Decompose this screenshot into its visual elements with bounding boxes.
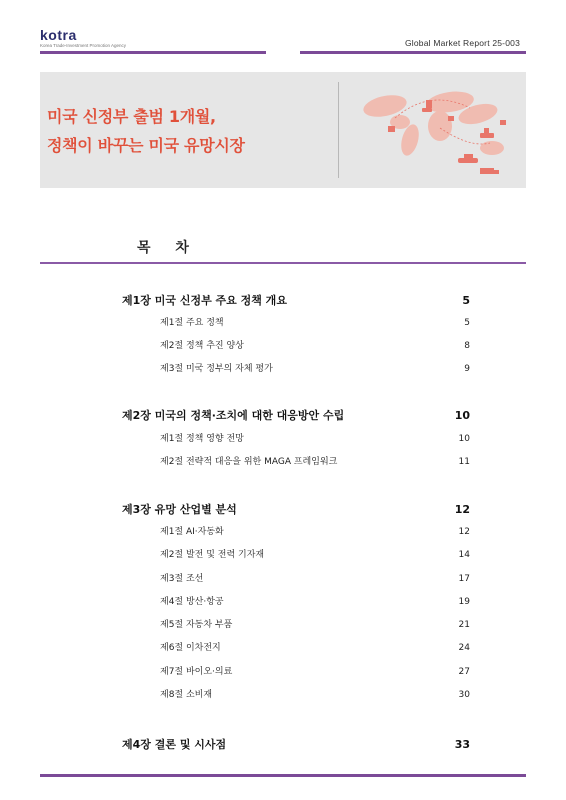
logo-text: kotra	[40, 27, 77, 43]
toc-section[interactable]	[160, 640, 470, 653]
header-divider-left	[40, 51, 266, 54]
section-page: 14	[458, 550, 470, 560]
section-title: 제4절 방산·항공	[160, 597, 224, 607]
chapter-page: 10	[454, 409, 470, 422]
logo-subtitle: Korea Trade-Investment Promotion Agency	[40, 43, 127, 48]
section-title: 제1절 AI·자동화	[160, 527, 224, 537]
toc-chapter-4[interactable]	[122, 736, 470, 752]
cover-banner	[40, 72, 526, 188]
toc-section[interactable]	[160, 524, 470, 537]
section-page: 19	[458, 597, 470, 607]
toc-section[interactable]	[160, 338, 470, 351]
section-page: 8	[464, 341, 470, 351]
report-title	[47, 102, 245, 160]
section-page: 5	[464, 318, 470, 328]
toc-section[interactable]	[160, 361, 470, 374]
section-title: 제1절 정책 영향 전망	[160, 434, 244, 444]
toc-section[interactable]	[160, 617, 470, 630]
section-title: 제6절 이차전지	[160, 643, 221, 653]
section-page: 27	[458, 667, 470, 677]
toc-section[interactable]	[160, 315, 470, 328]
section-page: 10	[458, 434, 470, 444]
title-line-1: 미국 신정부 출범 1개월,	[47, 107, 216, 126]
section-page: 21	[458, 620, 470, 630]
toc-section[interactable]	[160, 431, 470, 444]
world-map-illustration	[340, 78, 526, 184]
toc-chapter-3[interactable]	[122, 501, 470, 517]
chapter-title: 제1장 미국 신정부 주요 정책 개요	[122, 294, 287, 307]
report-label: Global Market Report 25-003	[404, 38, 520, 48]
kotra-logo	[40, 28, 126, 48]
section-title: 제5절 자동차 부품	[160, 620, 233, 630]
section-page: 9	[464, 364, 470, 374]
toc-chapter-1[interactable]	[122, 292, 470, 308]
section-page: 30	[458, 690, 470, 700]
toc-heading: 목 차	[137, 240, 199, 256]
section-title: 제3절 미국 정부의 자체 평가	[160, 364, 273, 374]
section-title: 제1절 주요 정책	[160, 318, 224, 328]
toc-divider	[40, 262, 526, 264]
section-page: 24	[458, 643, 470, 653]
chapter-page: 12	[454, 503, 470, 516]
toc-chapter-2[interactable]	[122, 407, 470, 423]
section-title: 제7절 바이오·의료	[160, 667, 233, 677]
section-page: 12	[458, 527, 470, 537]
section-title: 제2절 정책 추진 양상	[160, 341, 244, 351]
section-page: 11	[458, 457, 470, 467]
chapter-page: 33	[454, 738, 470, 751]
toc-section[interactable]	[160, 571, 470, 584]
section-title: 제3절 조선	[160, 574, 204, 584]
chapter-title: 제2장 미국의 정책·조치에 대한 대응방안 수립	[122, 409, 345, 422]
section-title: 제2절 전략적 대응을 위한 MAGA 프레임워크	[160, 457, 338, 467]
toc-section[interactable]	[160, 664, 470, 677]
banner-divider	[338, 82, 339, 178]
header-divider-right	[300, 51, 526, 54]
footer-divider	[40, 774, 526, 777]
toc-section[interactable]	[160, 594, 470, 607]
chapter-page: 5	[462, 294, 470, 307]
toc-section[interactable]	[160, 454, 470, 467]
section-title: 제8절 소비재	[160, 690, 213, 700]
chapter-title: 제3장 유망 산업별 분석	[122, 503, 237, 516]
section-page: 17	[458, 574, 470, 584]
toc-section[interactable]	[160, 687, 470, 700]
chapter-title: 제4장 결론 및 시사점	[122, 738, 227, 751]
toc-section[interactable]	[160, 547, 470, 560]
title-line-2: 정책이 바꾸는 미국 유망시장	[47, 136, 245, 155]
section-title: 제2절 발전 및 전력 기자재	[160, 550, 265, 560]
